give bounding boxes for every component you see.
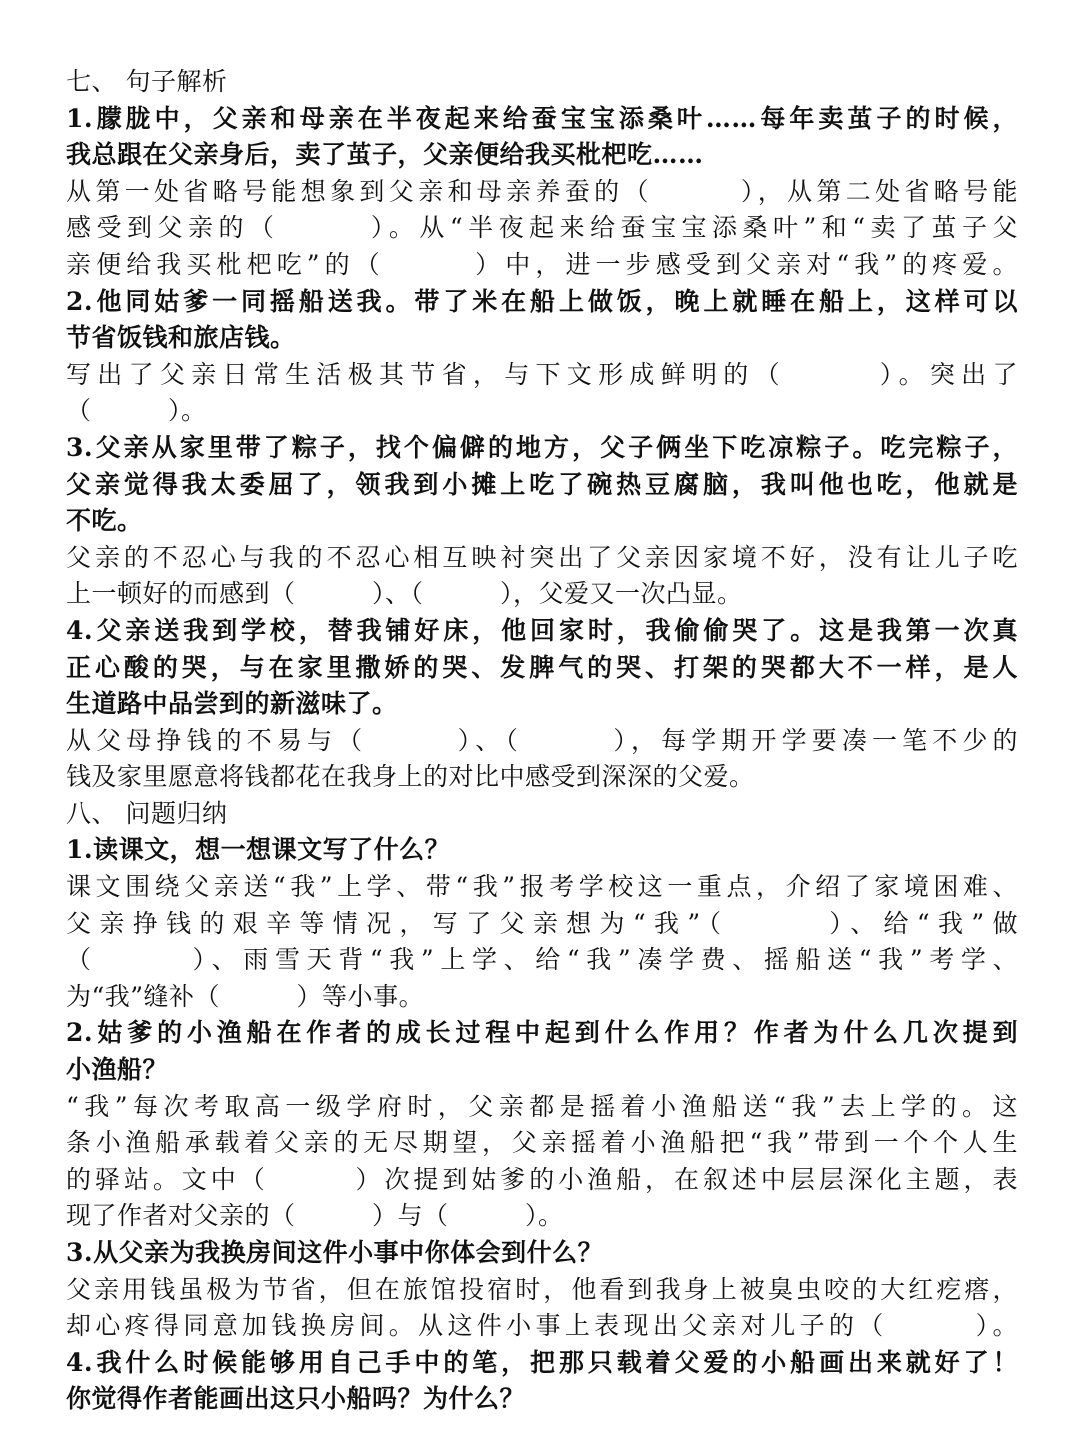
- text-line: 父亲挣钱的艰辛等情况，写了父亲想为“我”（ ）、给“我”做: [66, 908, 1018, 938]
- text-line: 节省饭钱和旅店钱。: [66, 323, 296, 353]
- section-title: 七、 句子解析: [66, 67, 228, 96]
- text-line: 正心酸的哭，与在家里撒娇的哭、发脾气的哭、打架的哭都大不一样，是人: [66, 652, 1018, 682]
- text-line: 课文围绕父亲送“我”上学、带“我”报考学校这一重点，介绍了家境困难、: [66, 872, 1018, 902]
- text-line: 小渔船？: [66, 1055, 169, 1085]
- text-line: “我”每次考取高一级学府时，父亲都是摇着小渔船送“我”去上学的。这: [66, 1091, 1018, 1121]
- text-line: 却心疼得同意加钱换房间。从这件小事上表现出父亲对儿子的（ ）。: [66, 1311, 1018, 1341]
- text-line: 为“我”缝补（ ）等小事。: [66, 981, 425, 1011]
- text-line: 1.朦胧中，父亲和母亲在半夜起来给蚕宝宝添桑叶……每年卖茧子的时候，: [66, 103, 1018, 133]
- text-line: 4.父亲送我到学校，替我铺好床，他回家时，我偷偷哭了。这是我第一次真: [66, 615, 1018, 645]
- section-eight: [66, 796, 1018, 1418]
- text-line: 父亲用钱虽极为节省，但在旅馆投宿时，他看到我身上被臭虫咬的大红疙瘩，: [66, 1274, 1018, 1304]
- text-line: 4.我什么时候能够用自己手中的笔，把那只载着父爱的小船画出来就好了！: [66, 1347, 1018, 1377]
- text-line: 上一顿好的而感到（ ）、（ ），父爱又一次凸显。: [66, 579, 743, 609]
- section-title: 八、 问题归纳: [66, 798, 228, 828]
- text-line: 钱及家里愿意将钱都花在我身上的对比中感受到深深的父爱。: [66, 762, 755, 792]
- section-seven: [66, 64, 1018, 796]
- text-line: （ ）、雨雪天背“我”上学、给“我”凑学费、摇船送“我”考学、: [66, 945, 1018, 975]
- text-line: 2.姑爹的小渔船在作者的成长过程中起到什么作用？作者为什么几次提到: [66, 1018, 1018, 1048]
- text-line: 2.他同姑爹一同摇船送我。带了米在船上做饭，晚上就睡在船上，这样可以: [66, 286, 1018, 316]
- text-line: 现了作者对父亲的（ ）与（ ）。: [66, 1201, 564, 1231]
- text-line: 我总跟在父亲身后，卖了茧子，父亲便给我买枇杷吃……: [66, 140, 704, 170]
- text-line: 不吃。: [66, 506, 143, 536]
- text-line: 父亲的不忍心与我的不忍心相互映衬突出了父亲因家境不好，没有让儿子吃: [66, 542, 1018, 572]
- text-line: 亲便给我买枇杷吃”的（ ）中，进一步感受到父亲对“我”的疼爱。: [66, 249, 1018, 279]
- text-line: （ ）。: [66, 396, 207, 426]
- text-line: 父亲觉得我太委屈了，领我到小摊上吃了碗热豆腐脑，我叫他也吃，他就是: [66, 469, 1018, 499]
- text-line: 3.从父亲为我换房间这件小事中你体会到什么？: [66, 1238, 604, 1267]
- text-line: 从父母挣钱的不易与（ ）、（ ），每学期开学要凑一笔不少的: [66, 725, 1018, 755]
- text-line: 你觉得作者能画出这只小船吗？为什么？: [66, 1384, 526, 1414]
- text-line: 3.父亲从家里带了粽子，找个偏僻的地方，父子俩坐下吃凉粽子。吃完粽子，: [66, 432, 1018, 462]
- text-line: 从第一处省略号能想象到父亲和母亲养蚕的（ ），从第二处省略号能: [66, 176, 1018, 206]
- text-line: 生道路中品尝到的新滋味了。: [66, 689, 398, 719]
- text-line: 写出了父亲日常生活极其节省，与下文形成鲜明的（ ）。突出了: [66, 359, 1018, 389]
- text-line: 的驿站。文中（ ）次提到姑爹的小渔船，在叙述中层层深化主题，表: [66, 1164, 1018, 1194]
- text-line: 1.读课文，想一想课文写了什么？: [66, 835, 451, 865]
- text-line: 感受到父亲的（ ）。从“半夜起来给蚕宝宝添桑叶”和“卖了茧子父: [66, 213, 1018, 243]
- document-page: [66, 64, 1018, 1418]
- text-line: 条小渔船承载着父亲的无尽期望，父亲摇着小渔船把“我”带到一个个人生: [66, 1128, 1018, 1158]
